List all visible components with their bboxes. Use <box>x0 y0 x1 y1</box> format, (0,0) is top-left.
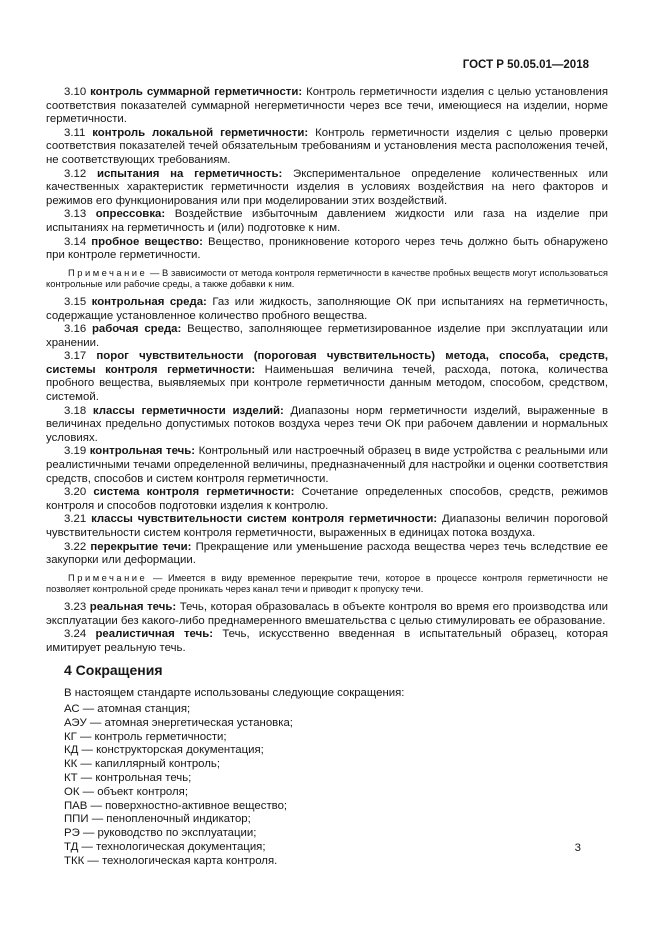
definition-number: 3.16 <box>64 323 87 336</box>
abbr-item: КД — конструкторская документация; <box>64 744 264 757</box>
definition-text: Прекращение или уменьшение расхода вещества через течь вследствие ее закупорки или деформации. <box>46 540 609 567</box>
definition-text: Диапазоны норм герметичности изделий, выраженные в величинах предельно допустимых потоков воздуха через течи ОК при рабочем давлении и нормальных условиях. <box>46 404 608 444</box>
definition-3-15 <box>46 296 608 323</box>
abbreviations-intro: В настоящем стандарте использованы следующие сокращения: <box>64 687 405 700</box>
definition-text: Контрольный или настроечный образец в виде устройства с реальными или реалистичными течами определенной величины, предназначенный для настройки и оценки соответствия средств, способов и систем контроля герметичности. <box>46 445 609 485</box>
definition-text: Сочетание определенных способов, средств, режимов контроля и способов подготовки изделия к контролю. <box>46 486 608 512</box>
definition-number: 3.24 <box>64 628 87 641</box>
definition-text: Экспериментальное определение количественных или качественных характеристик герметичности изделия в условиях воздействия на него факторов и режимов его функционирования или при моделировании этих воздействий. <box>46 167 608 207</box>
definition-term: система контроля герметичности: <box>93 486 295 499</box>
definition-3-10 <box>46 86 608 127</box>
abbr-item: КГ — контроль герметичности; <box>64 730 227 743</box>
definition-term: реальная течь: <box>89 600 177 613</box>
abbr-item: КК — капиллярный контроль; <box>64 758 221 771</box>
definition-term: рабочая среда: <box>91 323 182 336</box>
definition-text: Вещество, заполняющее герметизированное изделие при эксплуатации или хранении. <box>46 323 608 349</box>
definition-term: реалистичная течь: <box>95 628 214 641</box>
definition-text: Газ или жидкость, заполняющие ОК при испытаниях на герметичность, содержащие установленное количество пробного вещества. <box>46 295 608 322</box>
definition-3-19 <box>46 445 608 486</box>
section-heading-abbreviations: 4 Сокращения <box>64 662 163 679</box>
definition-number: 3.17 <box>64 350 87 363</box>
definition-number: 3.18 <box>64 404 87 417</box>
definition-term: испытания на герметичность: <box>96 167 283 180</box>
definition-term: порог чувствительности (пороговая чувствительность) метода, способа, средств, системы контроля герметичности: <box>46 350 608 376</box>
page-number: 3 <box>574 842 581 854</box>
definition-number: 3.19 <box>64 445 87 458</box>
definition-term: контроль суммарной герметичности: <box>90 86 303 98</box>
definition-3-24 <box>46 628 608 655</box>
definition-term: контрольная среда: <box>91 295 207 308</box>
definition-3-14 <box>46 236 608 263</box>
abbr-item: ТД — технологическая документация; <box>64 840 266 853</box>
definition-text: Течь, искусственно введенная в испытательный образец, которая имитирует реальную течь. <box>46 628 608 654</box>
definition-3-16 <box>46 323 608 350</box>
definition-term: классы чувствительности систем контроля герметичности: <box>91 513 438 526</box>
definition-number: 3.21 <box>64 513 87 526</box>
definition-number: 3.23 <box>64 600 87 613</box>
definition-3-17 <box>46 350 608 404</box>
abbr-item: АЭУ — атомная энергетическая установка; <box>64 716 293 729</box>
definition-text: Вещество, проникновение которого через течь должно быть обнаружено при контроле герметичности. <box>46 235 608 262</box>
definition-text: Течь, которая образовалась в объекте контроля во время его производства или эксплуатации без какого-либо преднамеренного вмешательства с целью стимулировать ее образование. <box>46 600 608 627</box>
note-2 <box>46 572 608 595</box>
abbr-item: ППИ — пенопленочный индикатор; <box>64 813 251 826</box>
abbr-item: КТ — контрольная течь; <box>64 771 192 784</box>
definition-3-13 <box>46 208 608 235</box>
running-header: ГОСТ Р 50.05.01—2018 <box>462 59 589 71</box>
definition-number: 3.12 <box>64 167 87 180</box>
definition-term: пробное вещество: <box>91 235 203 248</box>
definition-3-18 <box>46 405 608 446</box>
definition-number: 3.15 <box>64 295 87 308</box>
abbr-item: АС — атомная станция; <box>64 702 191 715</box>
definition-3-20 <box>46 486 608 513</box>
definition-3-11 <box>46 127 608 168</box>
definition-number: 3.13 <box>64 208 87 221</box>
abbr-item: ОК — объект контроля; <box>64 785 188 798</box>
definition-text: Контроль герметичности изделия с целью проверки соответствия показателей течей обязательным требованиям и установления места расположения течей, не соответствующих требованиям. <box>46 126 608 166</box>
note-text: — Имеется в виду временное перекрытие течи, которое в процессе контроля герметичности не позволяет контрольной среде проникать через канал течи и приводит к пропуску течи. <box>46 571 608 595</box>
abbr-item: ПАВ — поверхностно-активное вещество; <box>64 799 288 812</box>
definition-text: Воздействие избыточным давлением жидкости или газа на изделие при испытаниях на герметичность и (или) подготовке к ним. <box>46 208 608 234</box>
abbr-item: РЭ — руководство по эксплуатации; <box>64 827 257 840</box>
definition-number: 3.10 <box>64 86 87 98</box>
definition-number: 3.20 <box>64 486 87 499</box>
definition-3-12 <box>46 168 608 209</box>
definition-text: Наименьшая величина течей, расхода, потока, количества пробного вещества, выявляемых при контроле герметичности данным методом, способом, средством, системой. <box>46 363 608 404</box>
definition-number: 3.11 <box>64 126 86 139</box>
definition-3-23 <box>46 601 608 628</box>
definition-text: Диапазоны величин пороговой чувствительности систем контроля герметичности, выраженных в единицах потока воздуха. <box>46 513 609 539</box>
abbr-item: ТКК — технологическая карта контроля. <box>64 854 278 867</box>
definition-text: Контроль герметичности изделия с целью установления соответствия показателей суммарной негерметичности через все течи, имеющиеся на изделии, норме герметичности. <box>46 86 608 126</box>
note-label: Примечание <box>68 571 148 583</box>
definition-term: классы герметичности изделий: <box>92 404 284 417</box>
note-text: — В зависимости от метода контроля герметичности в качестве пробных веществ могут использоваться контрольные или рабочие среды, а также добавки к ним. <box>46 266 608 290</box>
definition-term: опрессовка: <box>95 208 166 221</box>
definition-term: контрольная течь: <box>89 445 196 458</box>
definition-term: контроль локальной герметичности: <box>92 126 309 139</box>
definition-3-22 <box>46 541 608 568</box>
definition-3-21 <box>46 513 608 540</box>
definition-number: 3.22 <box>64 540 87 553</box>
note-label: Примечание <box>68 266 148 278</box>
note-1 <box>46 267 608 290</box>
definition-number: 3.14 <box>64 235 87 248</box>
page-content <box>46 86 608 869</box>
definition-term: перекрытие течи: <box>90 540 192 553</box>
